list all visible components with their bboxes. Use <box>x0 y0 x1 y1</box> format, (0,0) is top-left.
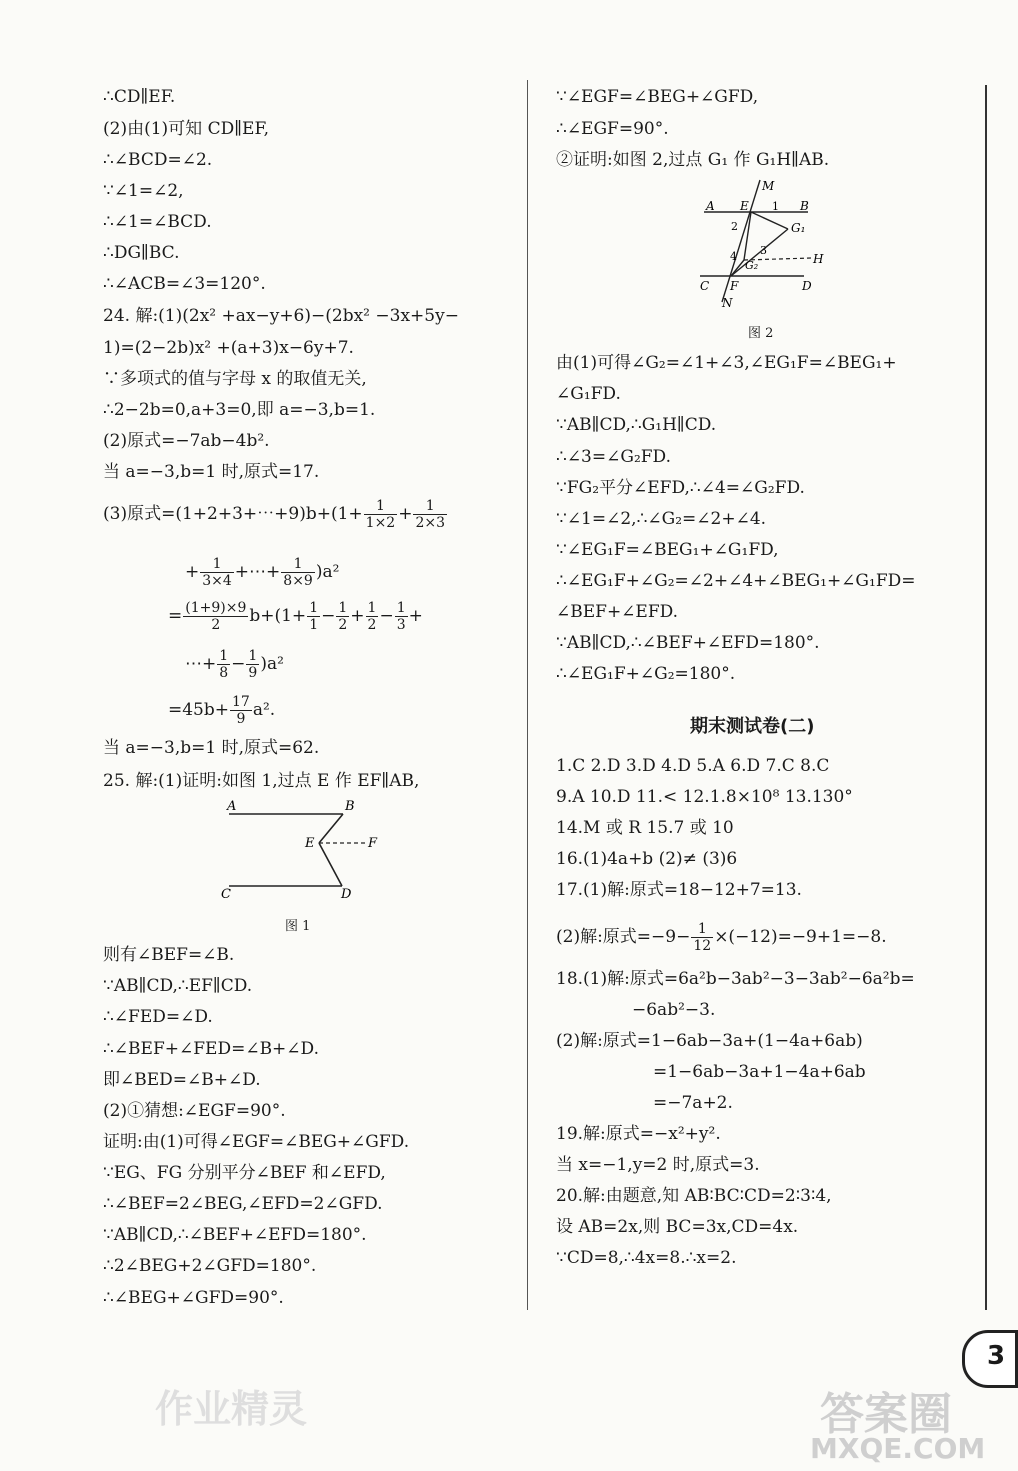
text-line: ∴∠ACB=∠3=120°. <box>103 274 266 294</box>
numerator: (1+9)×9 <box>185 600 247 616</box>
numerator: 1 <box>200 556 234 573</box>
text-segment: + <box>185 562 200 582</box>
text-segment: + <box>350 606 365 626</box>
formula-line <box>556 921 887 954</box>
text-segment: =45b+ <box>168 700 230 720</box>
label-angle-4: 4 <box>730 250 737 263</box>
answer-row: 14.M 或 R 15.7 或 10 <box>556 818 734 838</box>
line-be <box>319 814 343 843</box>
text-line: ∵AB∥CD,∴∠BEF+∠EFD=180°. <box>556 633 820 653</box>
problem-24-line: 24. 解:(1)(2x² +ax−y+6)−(2bx² −3x+5y− <box>103 306 459 326</box>
text-segment: b+(1+ <box>249 606 307 626</box>
text-line: ∴∠EGF=90°. <box>556 119 669 139</box>
text-segment: a². <box>252 700 276 720</box>
label-angle-3: 3 <box>760 244 767 257</box>
fraction <box>230 694 252 727</box>
denominator: 8 <box>219 665 229 681</box>
section-title: 期末测试卷(二) <box>690 716 815 737</box>
denominator: 2 <box>367 617 377 633</box>
label-b: B <box>800 199 809 213</box>
text-segment: ×(−12)=−9+1=−8. <box>714 927 887 947</box>
fraction <box>217 648 230 681</box>
text-line: ∴∠EG₁F+∠G₂=180°. <box>556 664 736 684</box>
denominator: 2 <box>211 617 221 633</box>
stamp-watermark: 作业精灵 <box>155 1387 308 1431</box>
label-f: F <box>730 279 739 293</box>
denominator: 1 <box>309 617 319 633</box>
text-line: =1−6ab−3a+1−4a+6ab <box>653 1062 866 1082</box>
formula-line <box>168 694 275 727</box>
text-line: ∵多项式的值与字母 x 的取值无关, <box>103 369 367 389</box>
label-h: H <box>813 252 824 266</box>
text-line: ∴CD∥EF. <box>103 87 176 107</box>
text-segment: )a² <box>260 654 284 674</box>
text-line: ∵∠EGF=∠BEG+∠GFD, <box>556 87 759 107</box>
fraction <box>183 600 248 633</box>
fraction <box>395 600 408 633</box>
formula-line <box>185 648 284 681</box>
line-eg1 <box>751 212 788 229</box>
label-m: M <box>762 179 775 193</box>
text-segment: ⋯+ <box>185 654 217 674</box>
page-number: 3 <box>987 1341 1006 1371</box>
text-line: ∠BEF+∠EFD. <box>556 602 679 622</box>
numerator: 1 <box>338 600 348 616</box>
numerator: 1 <box>367 600 377 616</box>
text-line: =−7a+2. <box>653 1093 733 1113</box>
text-line: −6ab²−3. <box>632 1000 716 1020</box>
label-d: D <box>802 279 812 293</box>
label-n: N <box>722 296 733 310</box>
numerator: 1 <box>281 556 315 573</box>
text-line: 20.解:由题意,知 AB∶BC∶CD=2∶3∶4, <box>556 1186 832 1206</box>
text-line: ∴∠3=∠G₂FD. <box>556 447 671 467</box>
formula-line <box>168 600 423 633</box>
figure-2-caption: 图 2 <box>748 326 774 341</box>
text-segment: − <box>231 654 246 674</box>
fraction <box>364 498 398 531</box>
text-line: (2)由(1)可知 CD∥EF, <box>103 119 270 139</box>
fraction <box>200 556 234 589</box>
label-angle-2: 2 <box>731 220 738 233</box>
text-line: 1)=(2−2b)x² +(a+3)x−6y+7. <box>103 338 354 358</box>
fraction <box>336 600 349 633</box>
denominator: 9 <box>236 711 246 727</box>
text-line: 19.解:原式=−x²+y². <box>556 1124 721 1144</box>
line-ed <box>319 843 342 886</box>
text-line: ∵AB∥CD,∴∠BEF+∠EFD=180°. <box>103 1225 367 1245</box>
label-b: B <box>345 799 355 814</box>
text-line: (2)①猜想:∠EGF=90°. <box>103 1101 286 1121</box>
fraction <box>413 498 447 531</box>
fraction <box>307 600 320 633</box>
text-line: 设 AB=2x,则 BC=3x,CD=4x. <box>556 1217 799 1237</box>
page-edge-border <box>985 85 987 1310</box>
text-segment: − <box>379 606 394 626</box>
fraction <box>691 921 713 954</box>
text-segment: +⋯+ <box>234 562 281 582</box>
label-c: C <box>221 887 231 902</box>
text-line: ∵CD=8,∴4x=8.∴x=2. <box>556 1248 737 1268</box>
text-line: ∵∠EG₁F=∠BEG₁+∠G₁FD, <box>556 540 779 560</box>
numerator: 1 <box>248 648 258 664</box>
numerator: 1 <box>691 921 713 938</box>
text-segment: − <box>321 606 336 626</box>
site-watermark-url: MXQE.COM <box>810 1432 986 1465</box>
text-line: ∴∠FED=∠D. <box>103 1007 213 1027</box>
numerator: 17 <box>232 694 250 710</box>
denominator: 2 <box>338 617 348 633</box>
denominator: 1×2 <box>365 515 396 531</box>
text-line: ∠G₁FD. <box>556 384 621 404</box>
text-line: ∴DG∥BC. <box>103 243 180 263</box>
text-segment: + <box>408 606 423 626</box>
label-g1: G₁ <box>791 221 806 235</box>
figure-1-diagram <box>215 798 385 908</box>
numerator: 1 <box>396 600 406 616</box>
numerator: 1 <box>219 648 229 664</box>
text-line: 由(1)可得∠G₂=∠1+∠3,∠EG₁F=∠BEG₁+ <box>556 353 897 373</box>
denominator: 2×3 <box>415 515 445 531</box>
denominator: 9 <box>248 665 258 681</box>
text-line: ∵AB∥CD,∴G₁H∥CD. <box>556 415 717 435</box>
label-e: E <box>305 836 315 851</box>
numerator: 1 <box>309 600 319 616</box>
text-line: (2)原式=−7ab−4b². <box>103 431 270 451</box>
column-divider <box>527 80 528 1310</box>
text-segment: = <box>168 606 183 626</box>
text-segment: (2)解:原式=−9− <box>556 927 691 947</box>
text-line: ∴∠BEF+∠FED=∠B+∠D. <box>103 1039 319 1059</box>
text-line: 当 a=−3,b=1 时,原式=17. <box>103 462 320 482</box>
answer-row: 1.C 2.D 3.D 4.D 5.A 6.D 7.C 8.C <box>556 756 830 776</box>
denominator: 3×4 <box>202 573 232 589</box>
problem-25-line: 25. 解:(1)证明:如图 1,过点 E 作 EF∥AB, <box>103 771 420 791</box>
formula-line <box>185 556 339 589</box>
text-line: ∴∠BCD=∠2. <box>103 150 213 170</box>
text-line: 17.(1)解:原式=18−12+7=13. <box>556 880 802 900</box>
text-line: ∴2−2b=0,a+3=0,即 a=−3,b=1. <box>103 400 376 420</box>
text-segment: (3)原式=(1+2+3+⋯+9)b+(1+ <box>103 504 363 524</box>
text-line: ∵∠1=∠2,∴∠G₂=∠2+∠4. <box>556 509 767 529</box>
fraction <box>281 556 315 589</box>
formula-line <box>103 498 448 531</box>
numerator: 1 <box>413 498 447 515</box>
label-a: A <box>227 799 237 814</box>
text-segment: + <box>398 504 413 524</box>
text-line: ∵FG₂平分∠EFD,∴∠4=∠G₂FD. <box>556 478 805 498</box>
site-watermark: 答案圈 <box>820 1389 952 1440</box>
text-line: (2)解:原式=1−6ab−3a+(1−4a+6ab) <box>556 1031 863 1051</box>
figure-1-caption: 图 1 <box>285 919 311 934</box>
label-c: C <box>700 279 710 293</box>
denominator: 8×9 <box>283 573 313 589</box>
text-line: 当 x=−1,y=2 时,原式=3. <box>556 1155 760 1175</box>
label-d: D <box>341 887 352 902</box>
label-e: E <box>740 199 749 213</box>
text-line: 当 a=−3,b=1 时,原式=62. <box>103 738 320 758</box>
page-number-tab <box>962 1330 1018 1388</box>
numerator: 1 <box>364 498 398 515</box>
label-a: A <box>706 199 715 213</box>
text-line: 则有∠BEF=∠B. <box>103 945 235 965</box>
label-g2: G₂ <box>745 259 759 272</box>
denominator: 12 <box>693 938 712 954</box>
fraction <box>246 648 259 681</box>
figure-2-diagram <box>690 172 830 312</box>
text-line: ②证明:如图 2,过点 G₁ 作 G₁H∥AB. <box>556 150 830 170</box>
label-f: F <box>368 836 378 851</box>
text-line: 即∠BED=∠B+∠D. <box>103 1070 261 1090</box>
text-line: ∴∠EG₁F+∠G₂=∠2+∠4+∠BEG₁+∠G₁FD= <box>556 571 916 591</box>
answer-row: 16.(1)4a+b (2)≠ (3)6 <box>556 849 738 869</box>
text-line: ∴2∠BEG+2∠GFD=180°. <box>103 1256 317 1276</box>
fraction <box>366 600 379 633</box>
answer-row: 9.A 10.D 11.< 12.1.8×10⁸ 13.130° <box>556 787 853 807</box>
text-line: ∴∠BEF=2∠BEG,∠EFD=2∠GFD. <box>103 1194 383 1214</box>
label-angle-1: 1 <box>772 200 779 213</box>
text-line: ∴∠1=∠BCD. <box>103 212 212 232</box>
text-line: 证明:由(1)可得∠EGF=∠BEG+∠GFD. <box>103 1132 410 1152</box>
text-line: ∵EG、FG 分别平分∠BEF 和∠EFD, <box>103 1163 386 1183</box>
text-line: 18.(1)解:原式=6a²b−3ab²−3−3ab²−6a²b= <box>556 969 915 989</box>
text-segment: )a² <box>315 562 340 582</box>
text-line: ∴∠BEG+∠GFD=90°. <box>103 1288 284 1308</box>
text-line: ∵∠1=∠2, <box>103 181 184 201</box>
text-line: ∵AB∥CD,∴EF∥CD. <box>103 976 253 996</box>
denominator: 3 <box>396 617 406 633</box>
